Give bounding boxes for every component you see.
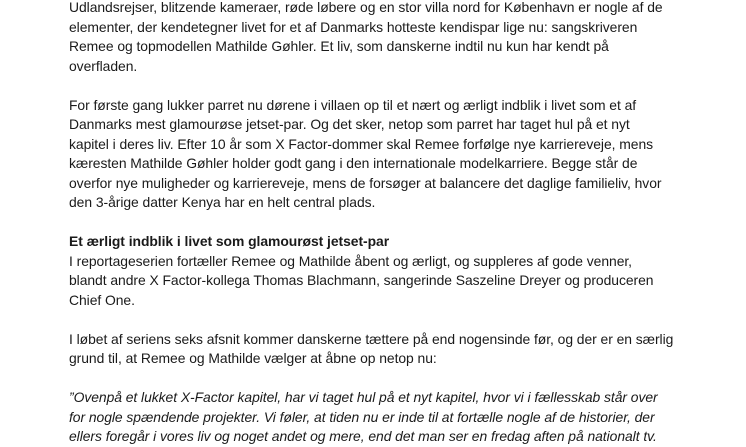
- text-line: kæresten Mathilde Gøhler holder godt gang i den internationale modelkarriere. Begge står de: [69, 155, 638, 171]
- paragraph-first-time: [69, 96, 729, 213]
- paragraph-reportage: [69, 252, 729, 311]
- paragraph-intro: [69, 0, 729, 76]
- paragraph-gap: [69, 369, 729, 389]
- paragraph-gap: [69, 213, 729, 233]
- quote-paragraph: [69, 388, 729, 447]
- paragraph-episodes: [69, 330, 729, 369]
- text-line: overfladen.: [69, 57, 138, 74]
- text-line: I reportageserien fortæller Remee og Mathilde åbent og ærligt, og suppleres af gode venner,: [69, 252, 632, 269]
- text-line: Udlandsrejser, blitzende kameraer, røde løbere og en stor villa nord for København er nogle af de: [69, 0, 663, 15]
- text-line: for nogle spændende projekter. Vi føler, at tiden nu er inde til at fortælle nogle af de historier, der: [69, 408, 655, 425]
- document-page: [69, 0, 729, 447]
- text-line: Chief One.: [69, 291, 135, 308]
- section-heading: Et ærligt indblik i livet som glamourøst jetset-par: [69, 233, 390, 249]
- paragraph-gap: [69, 310, 729, 330]
- text-line: Danmarks mest glamourøse jetset-par. Og det sker, netop som parret har taget hul på et nyt: [69, 116, 630, 132]
- text-line: den 3-årige datter Kenya har en helt central plads.: [69, 194, 376, 210]
- text-line: ellers foregår i vores liv og noget andet og mere, end det man ser en fredag aften på nationalt tv.: [69, 428, 657, 444]
- text-line: elementer, der kendetegner livet for et af Danmarks hotteste kendispar lige nu: sangskriveren: [69, 18, 638, 35]
- text-line: For første gang lukker parret nu dørene i villaen op til et nært og ærligt indblik i livet som et af: [69, 96, 637, 113]
- text-line: ”Ovenpå et lukket X-Factor kapitel, har vi taget hul på et nyt kapitel, hvor vi i fællesskab står over: [69, 389, 658, 405]
- text-line: I løbet af seriens seks afsnit kommer danskerne tættere på end nogensinde før, og der er en særlig: [69, 330, 674, 347]
- text-line: blandt andre X Factor-kollega Thomas Blachmann, sangerinde Saszeline Dreyer og produceren: [69, 272, 654, 288]
- text-line: kapitel i deres liv. Efter 10 år som X Factor-dommer skal Remee forfølge nye karriereveje, mens: [69, 135, 654, 152]
- text-line: Remee og topmodellen Mathilde Gøhler. Et liv, som danskerne indtil nu kun har kendt på: [69, 38, 609, 54]
- paragraph-gap: [69, 76, 729, 96]
- text-line: overfor nye muligheder og karriereveje, mens de forsøger at balancere det daglige familieliv, hvor: [69, 174, 662, 191]
- text-line: grund til, at Remee og Mathilde vælger at åbne op netop nu:: [69, 350, 437, 366]
